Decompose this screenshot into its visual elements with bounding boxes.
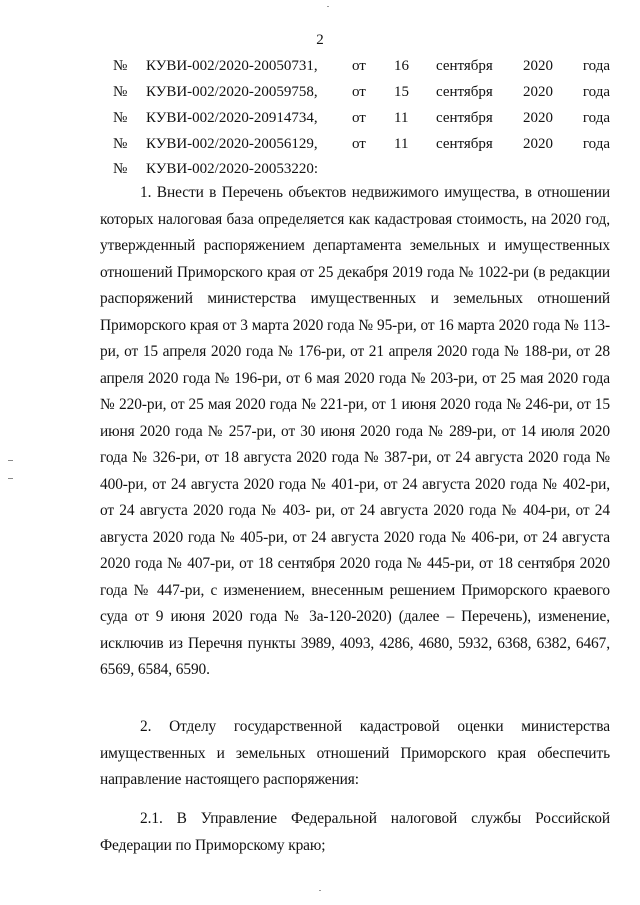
scan-margin-mark — [8, 478, 13, 479]
month: сентября — [436, 84, 493, 100]
registration-code: КУВИ-002/2020-20056129, — [146, 136, 318, 152]
registration-row — [113, 110, 610, 132]
registration-code: КУВИ-002/2020-20914734, — [146, 110, 318, 126]
year-word: года — [582, 136, 610, 152]
registration-row — [113, 136, 610, 158]
number-sign: № — [113, 161, 128, 177]
registration-code: КУВИ-002/2020-20050731, — [146, 58, 318, 74]
from-word: от — [352, 58, 366, 74]
paragraph-1: 1. Внести в Перечень объектов недвижимого имущества, в отношении которых налоговая база определяется как кадастровая стоимость, на 2020 год, утвержденный распоряжением департамента земельных и имущественных отношений Приморского края от 25 декабря 2019 года № 1022-ри (в редакции распоряжений министерства имущественных и земельных отношений Приморского края от 3 марта 2020 года № 95-ри, от 16 марта 2020 года № 113-ри, от 15 апреля 2020 года № 176-ри, от 21 апреля 2020 года № 188-ри, от 28 апреля 2020 года № 196-ри, от 6 мая 2020 года № 203-ри, от 25 мая 2020 года № 220-ри, от 25 мая 2020 года № 221-ри, от 1 июня 2020 года № 246-ри, от 15 июня 2020 года № 257-ри, от 30 июня 2020 года № 289-ри, от 14 июля 2020 года № 326-ри, от 18 августа 2020 года № 387-ри, от 24 августа 2020 года № 400-ри, от 24 августа 2020 года № 401-ри, от 24 августа 2020 года № 402-ри, от 24 августа 2020 года № 403- ри, от 24 августа 2020 года № 404-ри, от 24 августа 2020 года № 405-ри, от 24 августа 2020 года № 406-ри, от 24 августа 2020 года № 407-ри, от 18 сентября 2020 года № 445-ри, от 18 сентября 2020 года № 447-ри, с изменением, внесенным решением Приморского краевого суда от 9 июня 2020 года № 3а-120-2020) (далее – Перечень), изменение, исключив из Перечня пункты 3989, 4093, 4286, 4680, 5932, 6368, 6382, 6467, 6569, 6584, 6590. — [100, 184, 610, 678]
registration-code: КУВИ-002/2020-20059758, — [146, 84, 318, 100]
registration-row — [113, 58, 610, 80]
year-word: года — [582, 58, 610, 74]
year: 2020 — [523, 136, 553, 152]
day: 11 — [394, 136, 409, 152]
scan-margin-mark — [8, 460, 13, 461]
registration-row — [113, 84, 610, 106]
from-word: от — [352, 110, 366, 126]
from-word: от — [352, 84, 366, 100]
number-sign: № — [113, 84, 128, 100]
number-sign: № — [113, 110, 128, 126]
day: 16 — [394, 58, 409, 74]
day: 15 — [394, 84, 409, 100]
scan-dot — [319, 890, 321, 891]
day: 11 — [394, 110, 409, 126]
paragraph-2: 2. Отделу государственной кадастровой оценки министерства имущественных и земельных отношений Приморского края обеспечить направление настоящего распоряжения: — [100, 718, 610, 788]
month: сентября — [436, 136, 493, 152]
number-sign: № — [113, 58, 128, 74]
year-word: года — [582, 110, 610, 126]
year: 2020 — [523, 110, 553, 126]
from-word: от — [352, 136, 366, 152]
year: 2020 — [523, 58, 553, 74]
scan-dot — [327, 6, 329, 7]
year: 2020 — [523, 84, 553, 100]
registration-code: КУВИ-002/2020-20053220: — [146, 161, 318, 177]
page-number: 2 — [316, 32, 324, 48]
month: сентября — [436, 58, 493, 74]
year-word: года — [582, 84, 610, 100]
month: сентября — [436, 110, 493, 126]
number-sign: № — [113, 136, 128, 152]
paragraph-3: 2.1. В Управление Федеральной налоговой службы Российской Федерации по Приморскому краю; — [100, 810, 610, 854]
